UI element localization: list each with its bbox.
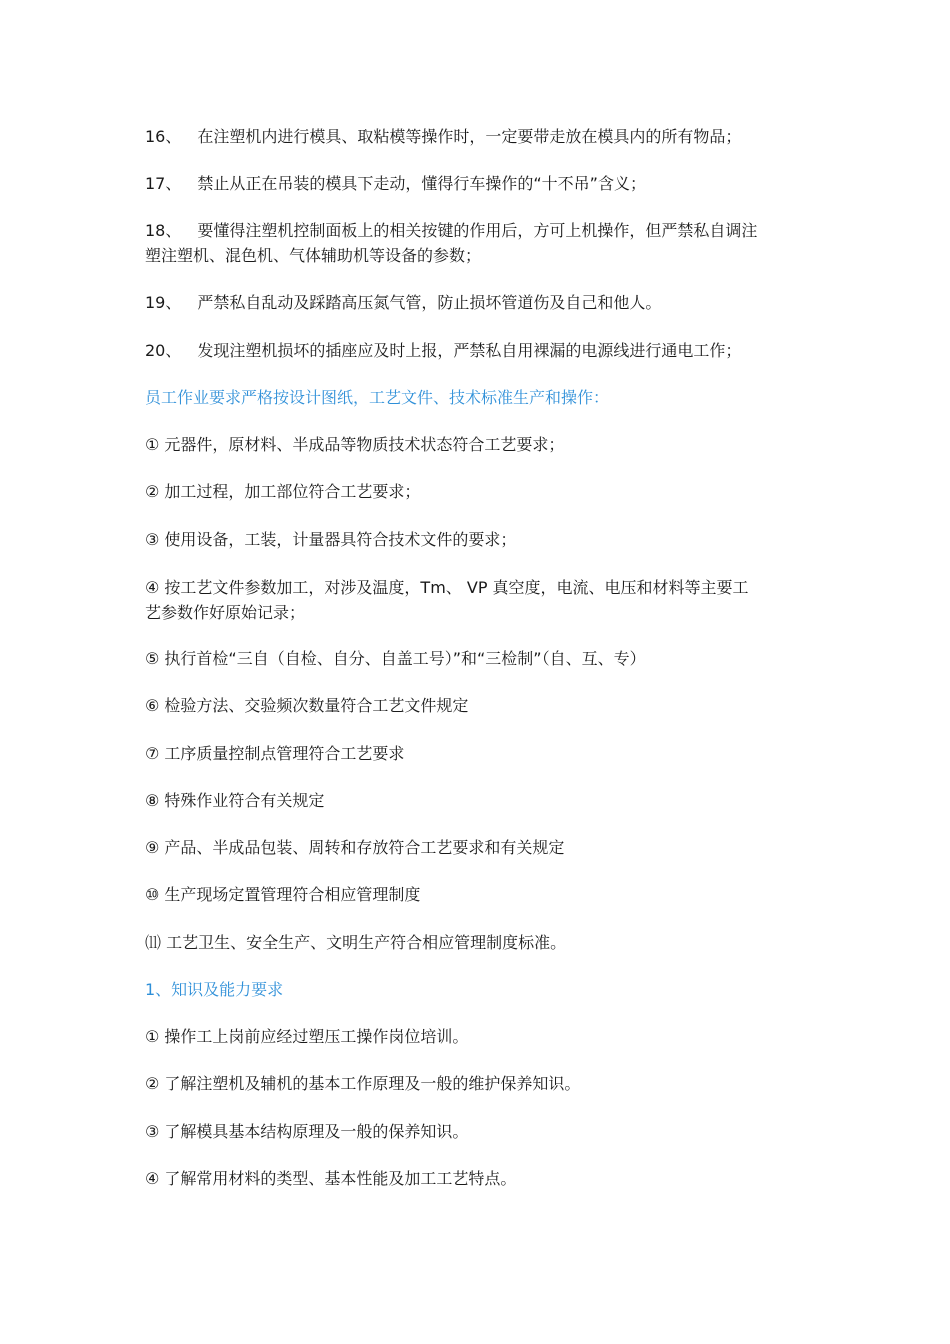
list-item (145, 290, 805, 316)
item-text: 禁止从正在吊装的模具下走动，懂得行车操作的“十不吊”含义； (197, 174, 646, 193)
section-heading: 员工作业要求严格按设计图纸，工艺文件、技术标准生产和操作： (145, 388, 610, 407)
section-heading: 1、知识及能力要求 (145, 980, 284, 999)
item-text: 发现注塑机损坏的插座应及时上报，严禁私自用裸漏的电源线进行通电工作； (197, 341, 742, 360)
list-item: ④ 按工艺文件参数加工，对涉及温度，Tm、 VP 真空度，电流、电压和材料等主要工 (145, 578, 749, 597)
list-item: ⑤ 执行首检“三自（自检、自分、自盖工号）”和“三检制”（自、互、专） (145, 649, 646, 668)
item-number: 20、 (145, 341, 182, 360)
list-item: ⑨ 产品、半成品包装、周转和存放符合工艺要求和有关规定 (145, 838, 565, 857)
item-number: 16、 (145, 127, 182, 146)
list-item: ② 了解注塑机及辅机的基本工作原理及一般的维护保养知识。 (145, 1074, 581, 1093)
list-item: ⑥ 检验方法、交验频次数量符合工艺文件规定 (145, 696, 469, 715)
item-text: 要懂得注塑机控制面板上的相关按键的作用后，方可上机操作，但严禁私自调注 (197, 221, 758, 240)
list-item (145, 338, 805, 364)
list-item-continuation: 艺参数作好原始记录； (145, 603, 306, 622)
list-item (145, 124, 805, 150)
item-number: 19、 (145, 293, 182, 312)
list-item: ③ 了解模具基本结构原理及一般的保养知识。 (145, 1122, 469, 1141)
list-item: ⑩ 生产现场定置管理符合相应管理制度 (145, 885, 421, 904)
list-item: ④ 了解常用材料的类型、基本性能及加工工艺特点。 (145, 1169, 517, 1188)
list-item: ① 元器件，原材料、半成品等物质技术状态符合工艺要求； (145, 435, 565, 454)
list-item (145, 218, 805, 244)
list-item: ⑧ 特殊作业符合有关规定 (145, 791, 325, 810)
list-item-continuation: 塑注塑机、混色机、气体辅助机等设备的参数； (145, 246, 482, 265)
list-item (145, 171, 805, 197)
list-item: ③ 使用设备，工装，计量器具符合技术文件的要求； (145, 530, 517, 549)
list-item: ⑾ 工艺卫生、安全生产、文明生产符合相应管理制度标准。 (145, 933, 567, 952)
item-number: 18、 (145, 221, 182, 240)
item-text: 严禁私自乱动及踩踏高压氮气管，防止损坏管道伤及自己和他人。 (197, 293, 662, 312)
item-number: 17、 (145, 174, 182, 193)
list-item: ② 加工过程，加工部位符合工艺要求； (145, 482, 421, 501)
list-item: ⑦ 工序质量控制点管理符合工艺要求 (145, 744, 405, 763)
item-text: 在注塑机内进行模具、取粘模等操作时，一定要带走放在模具内的所有物品； (197, 127, 742, 146)
list-item: ① 操作工上岗前应经过塑压工操作岗位培训。 (145, 1027, 469, 1046)
